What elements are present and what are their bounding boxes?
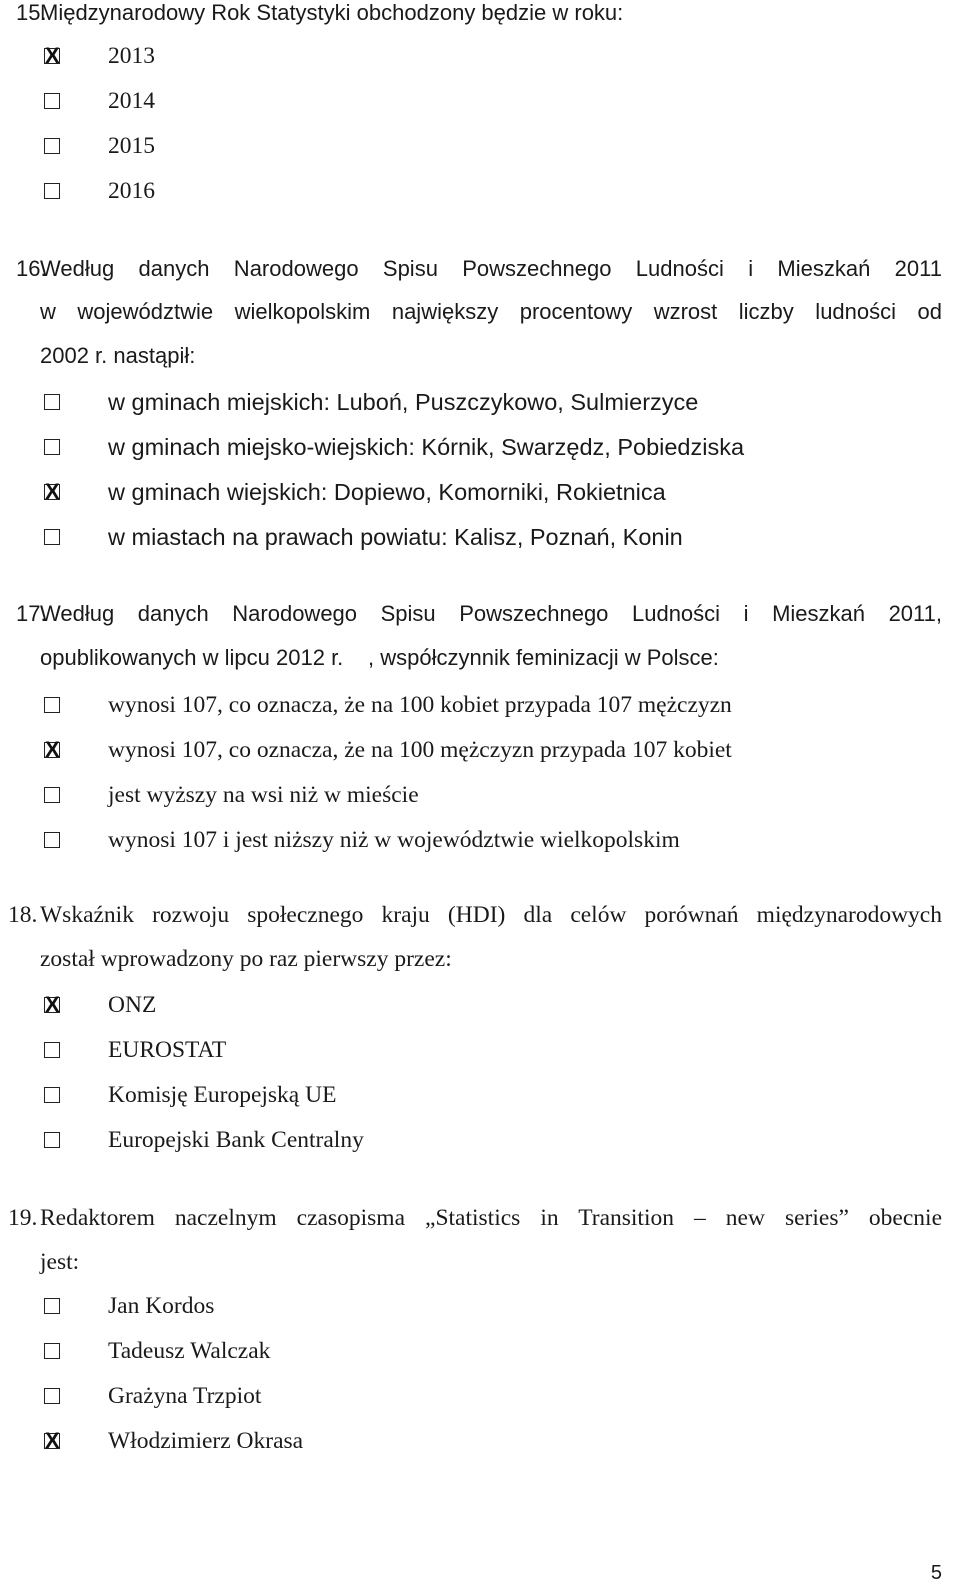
q15-option-2-label: 2014 — [108, 88, 155, 114]
q15-option-3-checkbox[interactable] — [44, 138, 60, 154]
question-17-number: 17. — [16, 601, 47, 626]
checkmark-x-icon: X — [45, 479, 60, 504]
q18-option-2-label: EUROSTAT — [108, 1037, 227, 1063]
question-16-line-2: w województwie wielkopolskim największy procentowy wzrost liczby ludności od — [40, 299, 942, 324]
q19-option-4-label: Włodzimierz Okrasa — [108, 1428, 304, 1454]
q19-option-3-label: Grażyna Trzpiot — [108, 1383, 262, 1409]
q19-option-1-label: Jan Kordos — [108, 1293, 215, 1319]
q19-option-1-checkbox[interactable] — [44, 1298, 60, 1314]
q18-option-3-checkbox[interactable] — [44, 1087, 60, 1103]
q16-option-4-checkbox[interactable] — [44, 529, 60, 545]
q18-option-4-checkbox[interactable] — [44, 1132, 60, 1148]
question-16-number: 16. — [16, 256, 47, 281]
question-17-line-2a: opublikowanych w lipcu 2012 r. — [40, 645, 344, 670]
q16-option-2-label: w gminach miejsko-wiejskich: Kórnik, Swarzędz, Pobiedziska — [108, 434, 745, 460]
q15-option-4-checkbox[interactable] — [44, 183, 60, 199]
page-number: 5 — [930, 1562, 942, 1584]
question-15-text: Międzynarodowy Rok Statystyki obchodzony będzie w roku: — [40, 0, 624, 25]
q16-option-2-checkbox[interactable] — [44, 439, 60, 455]
q16-option-4-label: w miastach na prawach powiatu: Kalisz, Poznań, Konin — [108, 524, 683, 550]
q19-option-2-checkbox[interactable] — [44, 1343, 60, 1359]
q18-option-1-label: ONZ — [108, 992, 157, 1018]
q15-option-2-checkbox[interactable] — [44, 93, 60, 109]
q15-option-3-label: 2015 — [108, 133, 155, 159]
question-18-line-1: Wskaźnik rozwoju społecznego kraju (HDI) dla celów porównań międzynarodowych — [40, 902, 942, 928]
checkmark-x-icon: X — [45, 737, 60, 762]
question-17-line-1: Według danych Narodowego Spisu Powszechnego Ludności i Mieszkań 2011, — [40, 601, 942, 626]
q17-option-3-label: jest wyższy na wsi niż w mieście — [108, 782, 419, 808]
q18-option-2-checkbox[interactable] — [44, 1042, 60, 1058]
question-18-number: 18. — [8, 902, 38, 928]
question-18-line-2: został wprowadzony po raz pierwszy przez: — [40, 946, 452, 972]
question-15-number: 15. — [16, 0, 47, 25]
question-19-number: 19. — [8, 1205, 38, 1231]
q18-option-4-label: Europejski Bank Centralny — [108, 1127, 364, 1153]
checkmark-x-icon: X — [45, 992, 60, 1017]
q17-option-2-label: wynosi 107, co oznacza, że na 100 mężczyzn przypada 107 kobiet — [108, 737, 732, 763]
q15-option-1-label: 2013 — [108, 43, 155, 69]
q15-option-4-label: 2016 — [108, 178, 155, 204]
question-16-line-1: Według danych Narodowego Spisu Powszechnego Ludności i Mieszkań 2011 — [40, 256, 942, 281]
q16-option-1-checkbox[interactable] — [44, 394, 60, 410]
q17-option-1-label: wynosi 107, co oznacza, że na 100 kobiet przypada 107 mężczyzn — [108, 692, 732, 718]
q19-option-2-label: Tadeusz Walczak — [108, 1338, 271, 1364]
q17-option-1-checkbox[interactable] — [44, 697, 60, 713]
checkmark-x-icon: X — [45, 1428, 60, 1453]
q16-option-3-label: w gminach wiejskich: Dopiewo, Komorniki, Rokietnica — [108, 479, 666, 505]
q17-option-3-checkbox[interactable] — [44, 787, 60, 803]
q17-option-4-label: wynosi 107 i jest niższy niż w województwie wielkopolskim — [108, 827, 680, 853]
question-17-line-2b: , współczynnik feminizacji w Polsce: — [368, 645, 719, 670]
question-19-line-2: jest: — [40, 1249, 80, 1275]
q18-option-3-label: Komisję Europejską UE — [108, 1082, 337, 1108]
question-19-line-1: Redaktorem naczelnym czasopisma „Statistics in Transition – new series” obecnie — [40, 1205, 942, 1231]
q16-option-1-label: w gminach miejskich: Luboń, Puszczykowo, Sulmierzyce — [108, 389, 699, 415]
q19-option-3-checkbox[interactable] — [44, 1388, 60, 1404]
question-16-line-3: 2002 r. nastąpił: — [40, 343, 196, 368]
checkmark-x-icon: X — [45, 43, 60, 68]
q17-option-4-checkbox[interactable] — [44, 832, 60, 848]
